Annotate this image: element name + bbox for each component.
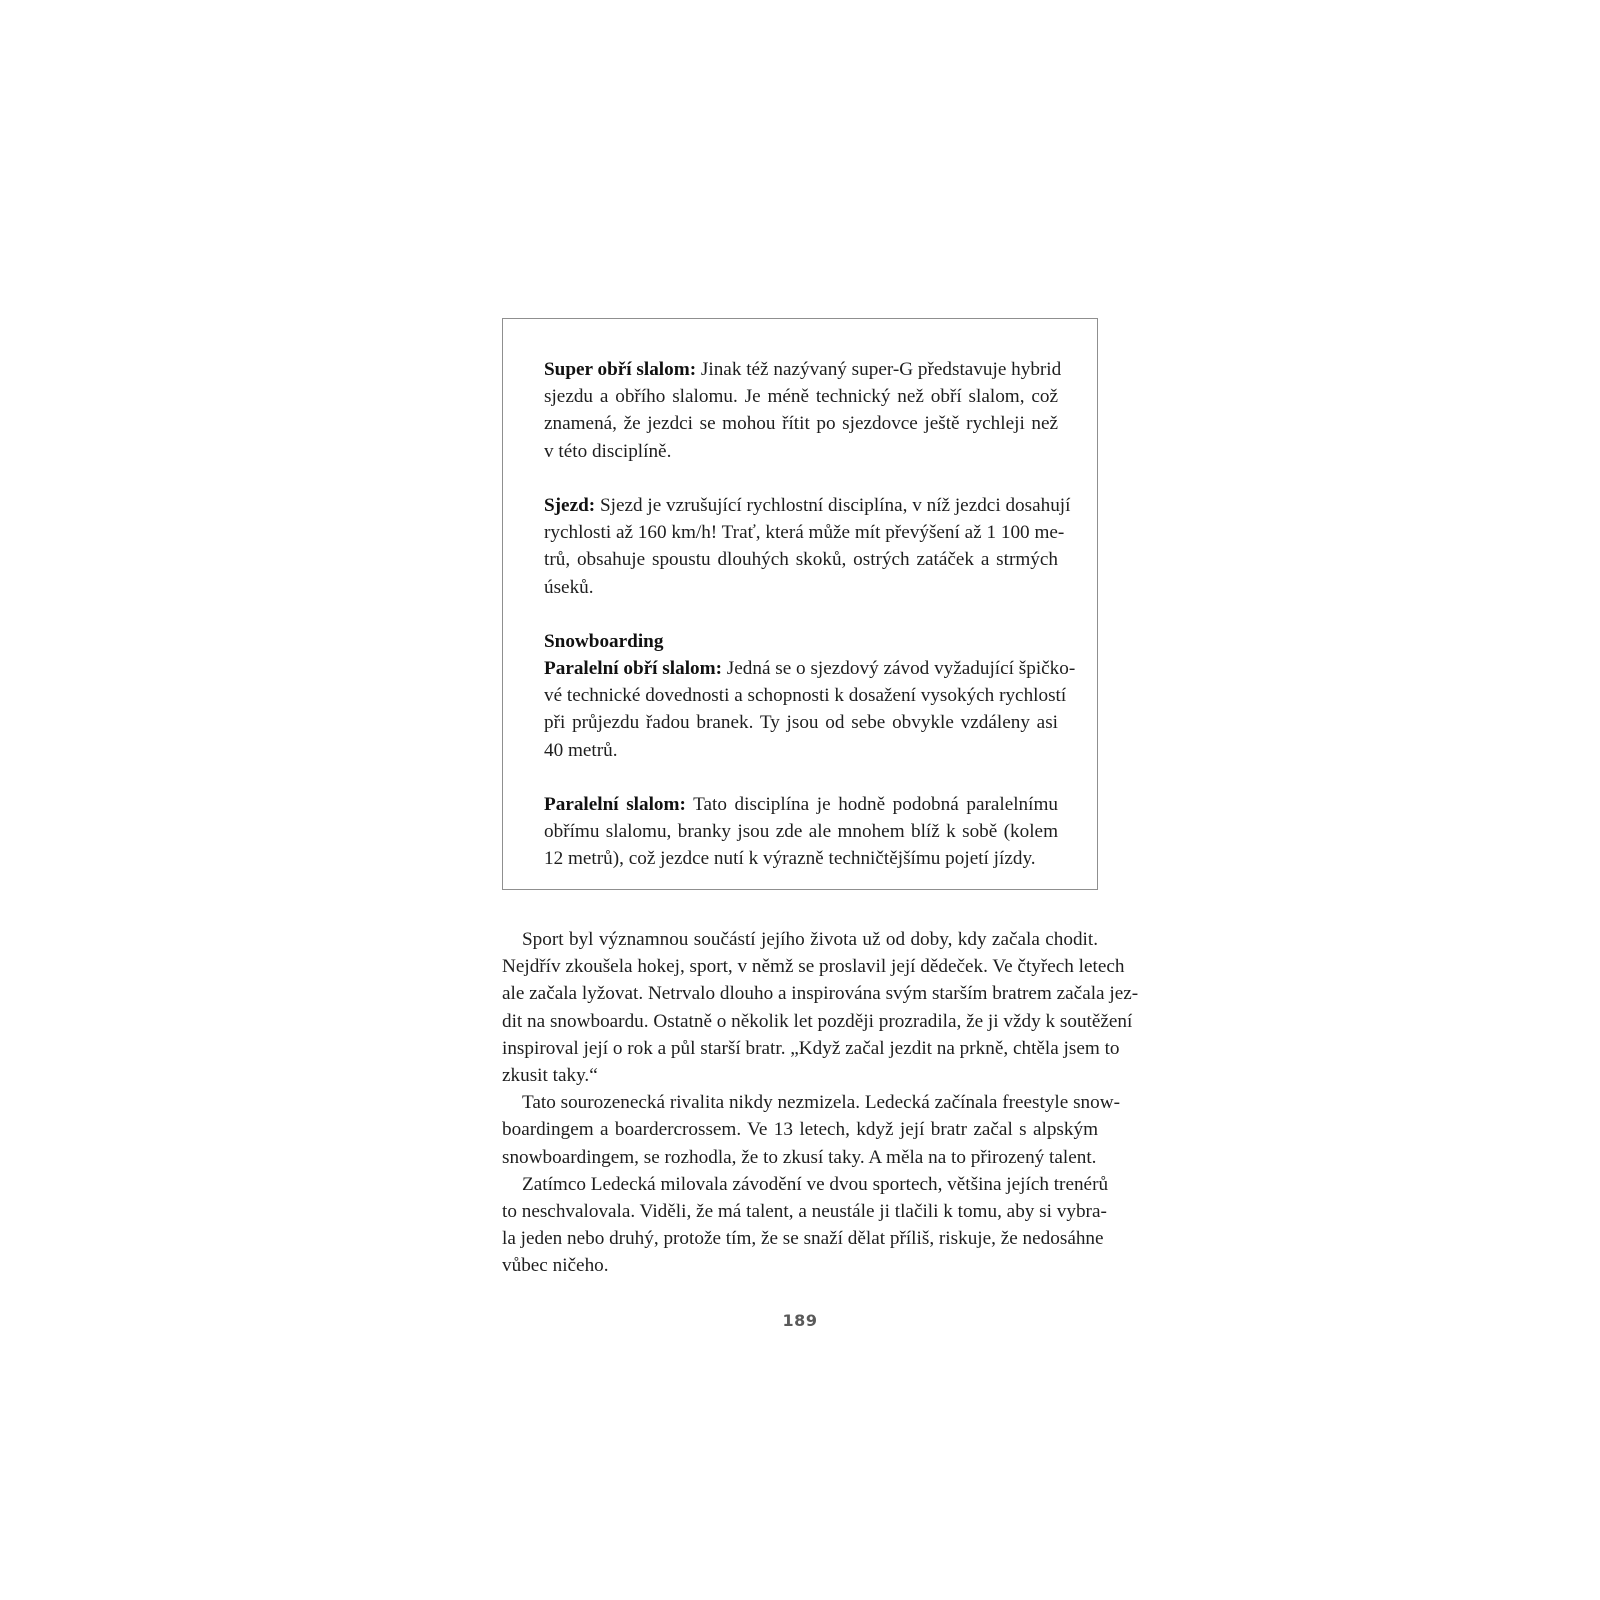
entry-text: Jinak též nazývaný super-G představuje hybrid (696, 359, 1062, 380)
body-line: zkusit taky.“ (502, 1064, 598, 1086)
body-line: to neschvalovala. Viděli, že má talent, a neustále ji tlačili k tomu, aby si vybra- (502, 1200, 1107, 1222)
body-paragraph (502, 1171, 1109, 1280)
entry-text: Jedná se o sjezdový závod vyžadující špičko- (722, 658, 1076, 680)
sidebar-entry-parallel-giant-slalom (544, 628, 1076, 764)
sidebar-box (502, 318, 1098, 890)
body-line: la jeden nebo druhý, protože tím, že se snaží dělat příliš, riskuje, že nedosáhne (502, 1228, 1104, 1250)
sidebar-box-content (544, 356, 1076, 873)
body-line: snowboardingem, se rozhodla, že to zkusí taky. A měla na to přirozený talent. (502, 1146, 1097, 1168)
sidebar-entry-line: sjezdu a obřího slalomu. Je méně technický než obří slalom, což (544, 386, 1058, 408)
body-paragraph (502, 926, 1139, 1089)
sidebar-entry-line: v této disciplíně. (544, 440, 672, 462)
entry-text: Sjezd je vzrušující rychlostní disciplína, v níž jezdci dosahují (595, 494, 1071, 516)
sidebar-entry-line: rychlosti až 160 km/h! Trať, která může mít převýšení až 1 100 me- (544, 522, 1065, 544)
entry-term: Sjezd: (544, 494, 596, 516)
entry-term: Paralelní slalom: (544, 794, 686, 815)
body-line: Tato sourozenecká rivalita nikdy nezmizela. Ledecká začínala freestyle snow- (522, 1092, 1120, 1114)
body-line: Nejdřív zkoušela hokej, sport, v němž se proslavil její dědeček. Ve čtyřech letech (502, 956, 1125, 978)
sidebar-entry-line: obřímu slalomu, branky jsou zde ale mnohem blíž k sobě (kolem (544, 821, 1058, 843)
sidebar-entry-line (544, 356, 1062, 383)
body-line: vůbec ničeho. (502, 1255, 609, 1277)
sidebar-entry-super-g (544, 356, 1062, 465)
sidebar-entry-line (544, 492, 1071, 519)
entry-text: Tato disciplína je hodně podobná paralelnímu (685, 794, 1058, 815)
sidebar-entry-parallel-slalom (544, 791, 1058, 873)
body-paragraph (502, 1089, 1120, 1171)
sidebar-entry-sjezd (544, 492, 1071, 601)
body-line: inspiroval její o rok a půl starší bratr. „Když začal jezdit na prkně, chtěla jsem to (502, 1037, 1120, 1059)
entry-term: Super obří slalom: (544, 359, 697, 380)
sidebar-entry-line: úseků. (544, 576, 594, 598)
sidebar-entry-line (544, 791, 1058, 818)
sidebar-entry-line: vé technické dovednosti a schopnosti k dosažení vysokých rychlostí (544, 685, 1067, 707)
sidebar-entry-line (544, 655, 1076, 682)
body-text (502, 926, 1139, 1279)
body-line: Zatímco Ledecká milovala závodění ve dvou sportech, většina jejích trenérů (522, 1173, 1109, 1195)
body-line: Sport byl významnou součástí jejího života už od doby, kdy začala chodit. (522, 929, 1098, 950)
body-line: dit na snowboardu. Ostatně o několik let později prozradila, že ji vždy k soutěžení (502, 1010, 1133, 1032)
body-line: ale začala lyžovat. Netrvalo dlouho a inspirována svým starším bratrem začala jez- (502, 983, 1139, 1005)
entry-term: Paralelní obří slalom: (544, 658, 722, 680)
section-heading: Snowboarding (544, 630, 664, 652)
sidebar-entry-line: trů, obsahuje spoustu dlouhých skoků, ostrých zatáček a strmých (544, 549, 1058, 571)
sidebar-entry-line: znamená, že jezdci se mohou řítit po sjezdovce ještě rychleji než (544, 413, 1058, 435)
sidebar-entry-line: 40 metrů. (544, 739, 618, 761)
sidebar-entry-line: 12 metrů), což jezdce nutí k výrazně techničtějšímu pojetí jízdy. (544, 848, 1036, 870)
page-number: 189 (782, 1311, 818, 1330)
body-line: boardingem a boardercrossem. Ve 13 letech, když její bratr začal s alpským (502, 1119, 1098, 1141)
sidebar-entry-line: při průjezdu řadou branek. Ty jsou od sebe obvykle vzdáleny asi (544, 712, 1058, 734)
